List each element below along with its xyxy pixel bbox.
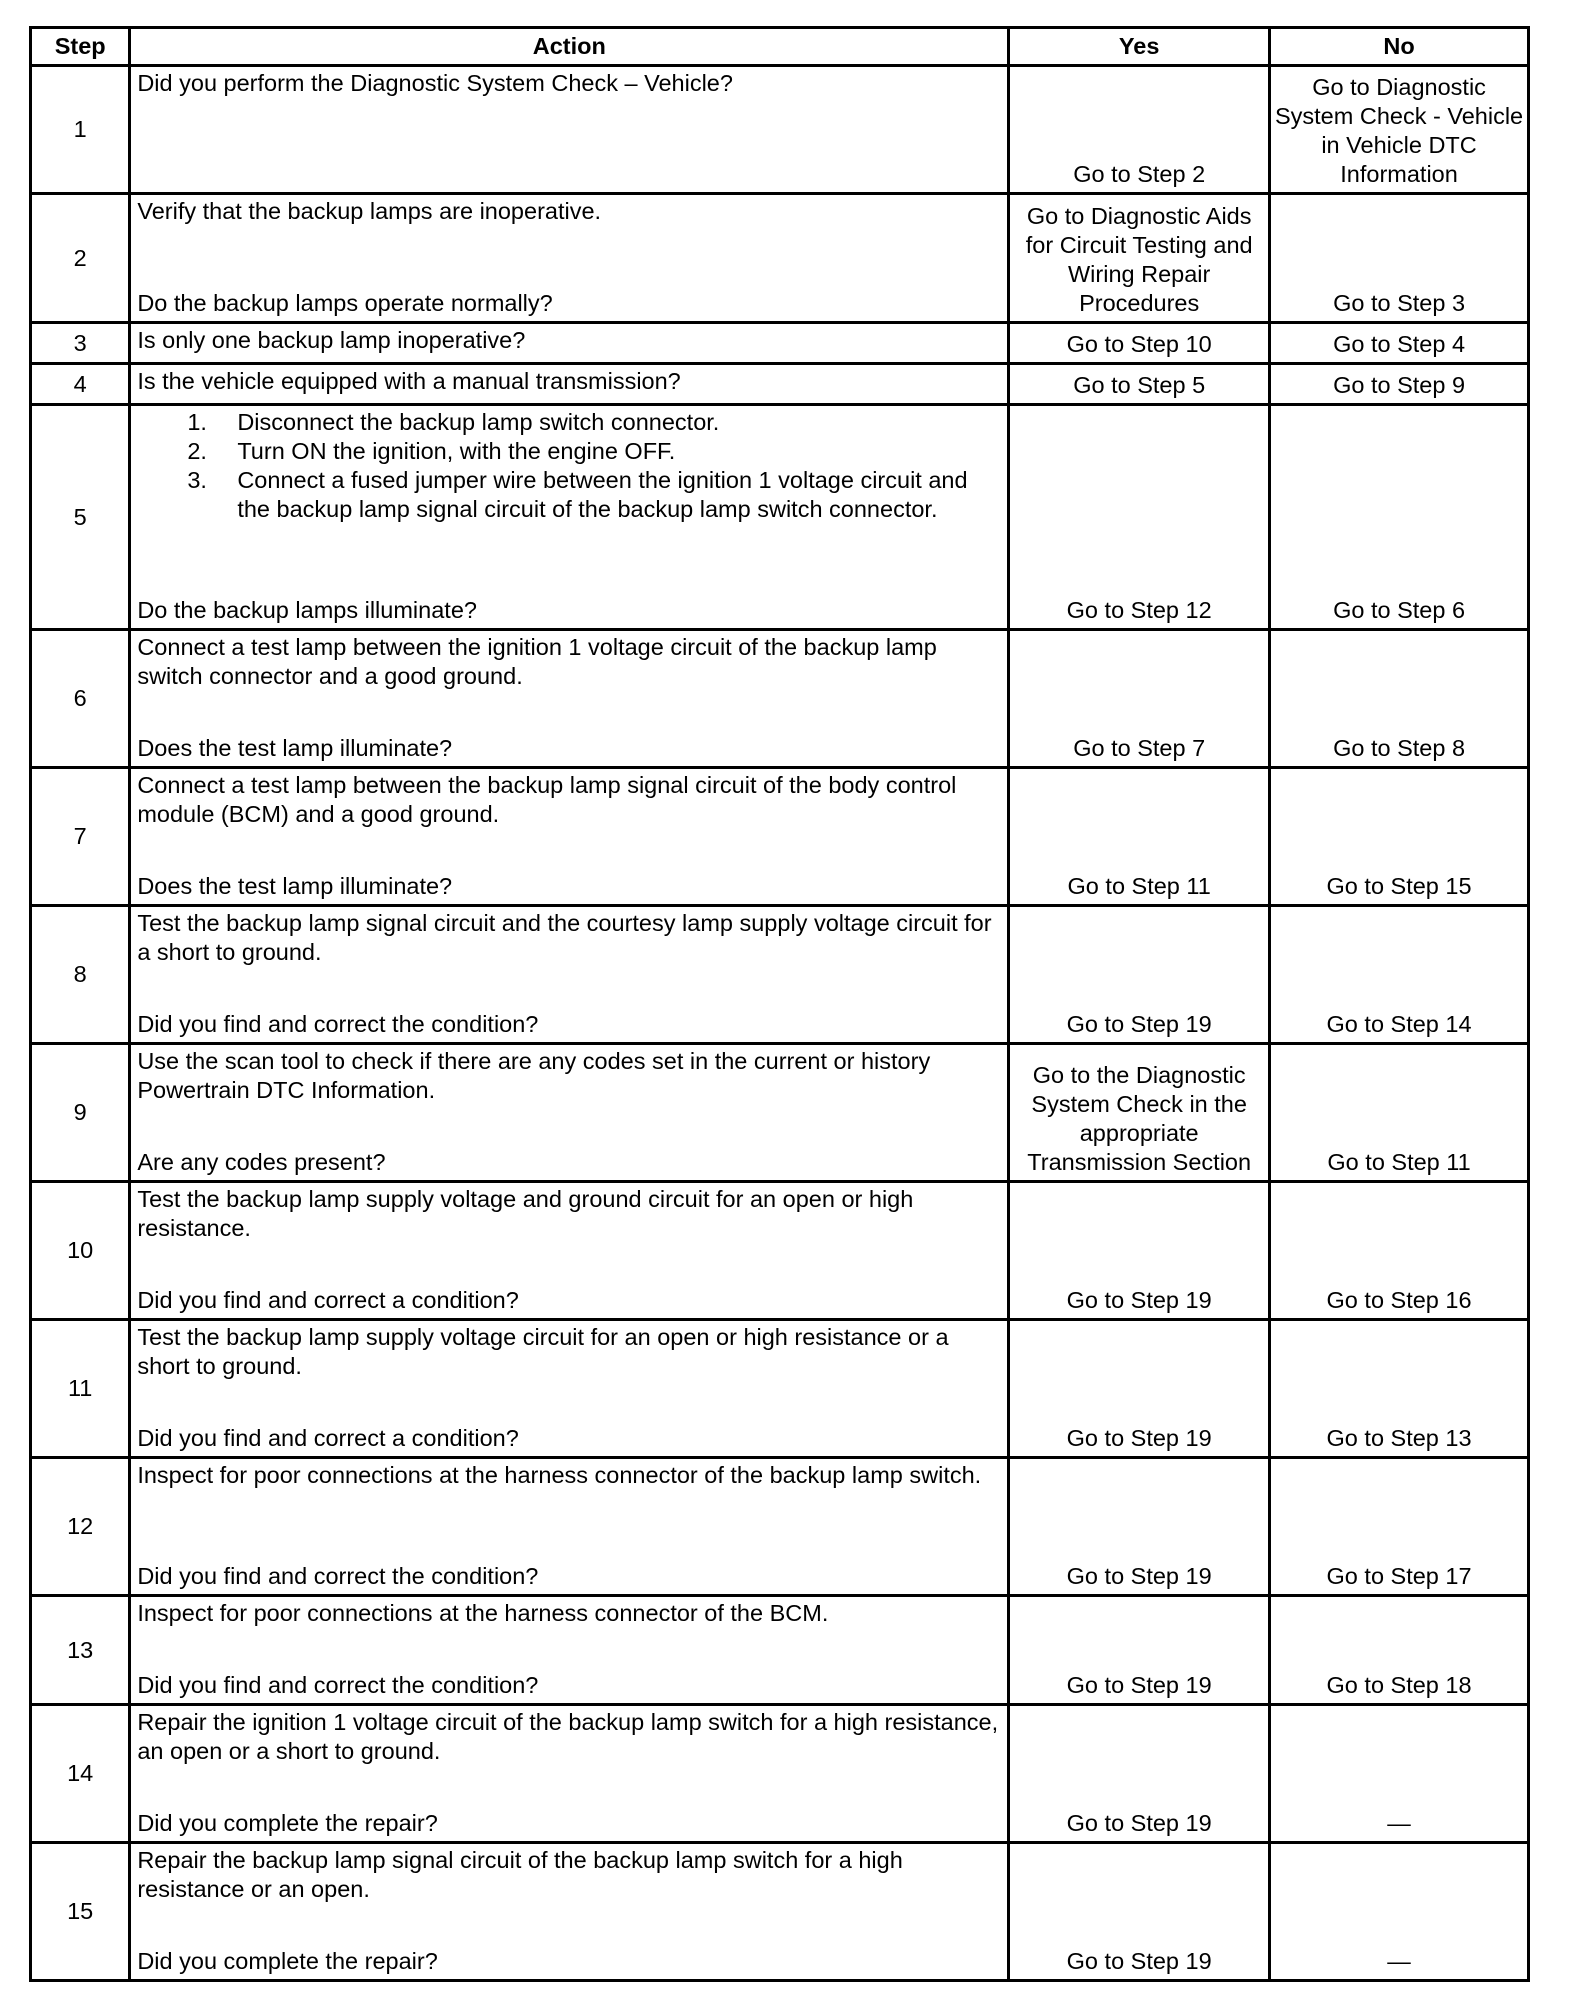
table-row bbox=[31, 1458, 1529, 1596]
list-number: 2. bbox=[187, 438, 207, 464]
table-row bbox=[31, 1044, 1529, 1182]
action-text: Is only one backup lamp inoperative? bbox=[137, 327, 526, 353]
no-result: Go to Step 8 bbox=[1270, 630, 1529, 768]
action-question: Do the backup lamps operate normally? bbox=[137, 290, 553, 316]
table-row bbox=[31, 405, 1529, 630]
table-row bbox=[31, 1843, 1529, 1981]
action-question: Are any codes present? bbox=[137, 1149, 386, 1175]
table-row bbox=[31, 66, 1529, 194]
table-row bbox=[31, 906, 1529, 1044]
step-number: 3 bbox=[31, 323, 130, 364]
action-cell bbox=[130, 1458, 1009, 1596]
action-text: Connect a test lamp between the ignition 1 voltage circuit of the backup lamp switch connector and a good ground. bbox=[137, 634, 937, 689]
action-text: Connect a test lamp between the backup lamp signal circuit of the body control module (BCM) and a good ground. bbox=[137, 772, 957, 827]
action-question: Did you complete the repair? bbox=[137, 1810, 438, 1836]
yes-result: Go to Step 12 bbox=[1009, 405, 1270, 630]
step-number: 13 bbox=[31, 1596, 130, 1705]
action-cell bbox=[130, 1843, 1009, 1981]
step-number: 15 bbox=[31, 1843, 130, 1981]
table-row bbox=[31, 364, 1529, 405]
action-text: Inspect for poor connections at the harness connector of the BCM. bbox=[137, 1600, 829, 1626]
action-cell bbox=[130, 323, 1009, 364]
header-yes: Yes bbox=[1009, 28, 1270, 66]
step-number: 9 bbox=[31, 1044, 130, 1182]
no-result: — bbox=[1270, 1843, 1529, 1981]
list-number: 3. bbox=[187, 467, 207, 493]
step-number: 12 bbox=[31, 1458, 130, 1596]
action-question: Do the backup lamps illuminate? bbox=[137, 597, 477, 623]
list-item bbox=[137, 466, 1003, 524]
action-cell bbox=[130, 630, 1009, 768]
action-steps-list bbox=[137, 408, 1003, 524]
table-row bbox=[31, 630, 1529, 768]
no-result: Go to Step 11 bbox=[1270, 1044, 1529, 1182]
header-step: Step bbox=[31, 28, 130, 66]
action-text: Repair the backup lamp signal circuit of the backup lamp switch for a high resistance or an open. bbox=[137, 1847, 903, 1902]
yes-result: Go to Step 2 bbox=[1009, 66, 1270, 194]
yes-result: Go to Step 5 bbox=[1009, 364, 1270, 405]
yes-result: Go to Step 19 bbox=[1009, 1843, 1270, 1981]
action-cell bbox=[130, 906, 1009, 1044]
action-cell bbox=[130, 768, 1009, 906]
no-result: Go to Step 3 bbox=[1270, 194, 1529, 323]
no-result: Go to Step 18 bbox=[1270, 1596, 1529, 1705]
table-row bbox=[31, 1320, 1529, 1458]
table-row bbox=[31, 1705, 1529, 1843]
yes-result: Go to Step 19 bbox=[1009, 906, 1270, 1044]
table-row bbox=[31, 323, 1529, 364]
step-number: 10 bbox=[31, 1182, 130, 1320]
yes-result: Go to Step 10 bbox=[1009, 323, 1270, 364]
yes-result: Go to the Diagnostic System Check in the appropriate Transmission Section bbox=[1009, 1044, 1270, 1182]
table-row bbox=[31, 768, 1529, 906]
header-row bbox=[31, 28, 1529, 66]
yes-result: Go to Step 19 bbox=[1009, 1705, 1270, 1843]
action-cell bbox=[130, 1182, 1009, 1320]
action-text: Test the backup lamp signal circuit and the courtesy lamp supply voltage circuit for a short to ground. bbox=[137, 910, 992, 965]
no-result: Go to Step 6 bbox=[1270, 405, 1529, 630]
no-result: Go to Diagnostic System Check - Vehicle in Vehicle DTC Information bbox=[1270, 66, 1529, 194]
action-question: Did you complete the repair? bbox=[137, 1948, 438, 1974]
action-cell bbox=[130, 1596, 1009, 1705]
list-number: 1. bbox=[187, 409, 207, 435]
list-text: Disconnect the backup lamp switch connector. bbox=[237, 409, 720, 435]
table-row bbox=[31, 1596, 1529, 1705]
action-question: Did you find and correct a condition? bbox=[137, 1287, 519, 1313]
step-number: 1 bbox=[31, 66, 130, 194]
yes-result: Go to Step 7 bbox=[1009, 630, 1270, 768]
step-number: 4 bbox=[31, 364, 130, 405]
list-item bbox=[137, 437, 1003, 466]
no-result: Go to Step 13 bbox=[1270, 1320, 1529, 1458]
action-text: Inspect for poor connections at the harness connector of the backup lamp switch. bbox=[137, 1462, 982, 1488]
action-question: Did you find and correct a condition? bbox=[137, 1425, 519, 1451]
no-result: Go to Step 9 bbox=[1270, 364, 1529, 405]
action-cell bbox=[130, 1320, 1009, 1458]
step-number: 6 bbox=[31, 630, 130, 768]
action-question: Does the test lamp illuminate? bbox=[137, 735, 453, 761]
no-result: Go to Step 16 bbox=[1270, 1182, 1529, 1320]
header-action: Action bbox=[130, 28, 1009, 66]
action-question: Did you find and correct the condition? bbox=[137, 1563, 539, 1589]
diagnostic-table bbox=[29, 26, 1530, 1982]
action-question: Did you find and correct the condition? bbox=[137, 1672, 539, 1698]
action-text: Is the vehicle equipped with a manual transmission? bbox=[137, 368, 681, 394]
action-text: Use the scan tool to check if there are any codes set in the current or history Powertrain DTC Information. bbox=[137, 1048, 931, 1103]
list-text: Turn ON the ignition, with the engine OFF. bbox=[237, 438, 676, 464]
action-cell bbox=[130, 194, 1009, 323]
action-cell bbox=[130, 1044, 1009, 1182]
yes-result: Go to Step 19 bbox=[1009, 1458, 1270, 1596]
yes-result: Go to Step 19 bbox=[1009, 1596, 1270, 1705]
action-question: Did you find and correct the condition? bbox=[137, 1011, 539, 1037]
step-number: 2 bbox=[31, 194, 130, 323]
action-question: Does the test lamp illuminate? bbox=[137, 873, 453, 899]
action-cell bbox=[130, 1705, 1009, 1843]
action-cell bbox=[130, 66, 1009, 194]
table-row bbox=[31, 1182, 1529, 1320]
action-text: Verify that the backup lamps are inoperative. bbox=[137, 198, 602, 224]
step-number: 11 bbox=[31, 1320, 130, 1458]
list-item bbox=[137, 408, 1003, 437]
step-number: 8 bbox=[31, 906, 130, 1044]
step-number: 14 bbox=[31, 1705, 130, 1843]
action-text: Test the backup lamp supply voltage and ground circuit for an open or high resistance. bbox=[137, 1186, 914, 1241]
no-result: — bbox=[1270, 1705, 1529, 1843]
yes-result: Go to Step 19 bbox=[1009, 1182, 1270, 1320]
action-text: Test the backup lamp supply voltage circuit for an open or high resistance or a short to ground. bbox=[137, 1324, 949, 1379]
table-row bbox=[31, 194, 1529, 323]
no-result: Go to Step 17 bbox=[1270, 1458, 1529, 1596]
no-result: Go to Step 4 bbox=[1270, 323, 1529, 364]
step-number: 7 bbox=[31, 768, 130, 906]
action-cell bbox=[130, 405, 1009, 630]
action-cell bbox=[130, 364, 1009, 405]
list-text: Connect a fused jumper wire between the ignition 1 voltage circuit and the backup lamp signal circuit of the backup lamp switch connector. bbox=[237, 467, 968, 522]
yes-result: Go to Step 19 bbox=[1009, 1320, 1270, 1458]
step-number: 5 bbox=[31, 405, 130, 630]
no-result: Go to Step 14 bbox=[1270, 906, 1529, 1044]
header-no: No bbox=[1270, 28, 1529, 66]
yes-result: Go to Diagnostic Aids for Circuit Testing and Wiring Repair Procedures bbox=[1009, 194, 1270, 323]
yes-result: Go to Step 11 bbox=[1009, 768, 1270, 906]
action-text: Repair the ignition 1 voltage circuit of the backup lamp switch for a high resistance, an open or a short to ground. bbox=[137, 1709, 999, 1764]
no-result: Go to Step 15 bbox=[1270, 768, 1529, 906]
action-text: Did you perform the Diagnostic System Check – Vehicle? bbox=[137, 70, 733, 96]
